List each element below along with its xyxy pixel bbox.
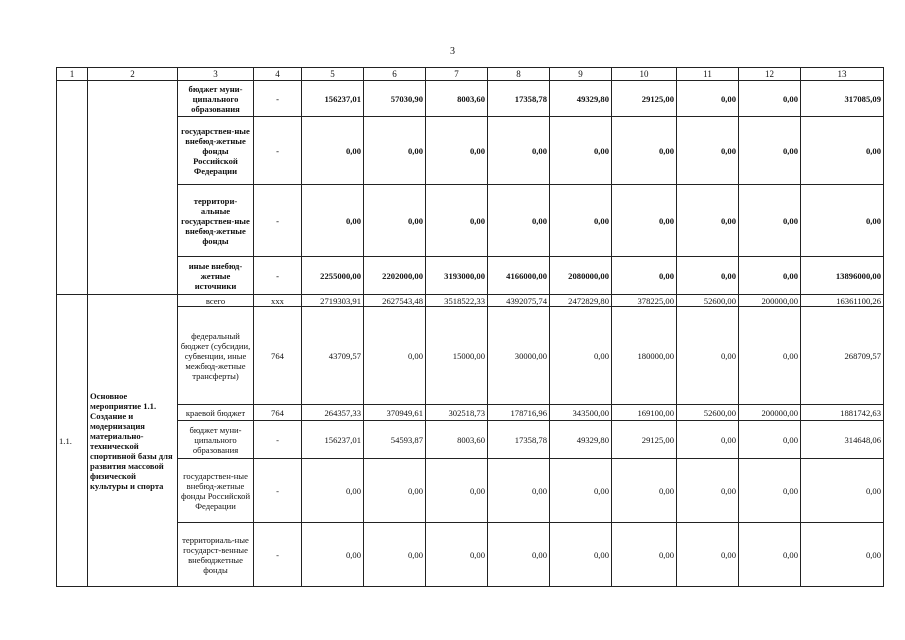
funding-source: территориаль-ные государст-венные внебюджетные фонды <box>178 523 254 587</box>
value-cell: 0,00 <box>801 523 884 587</box>
table-row <box>57 295 884 307</box>
header-cell: 13 <box>801 68 884 81</box>
header-cell: 4 <box>254 68 302 81</box>
value-cell: 49329,80 <box>550 81 612 117</box>
value-cell: 0,00 <box>426 523 488 587</box>
value-cell: 0,00 <box>677 81 739 117</box>
value-cell: 3518522,33 <box>426 295 488 307</box>
value-cell: 370949,61 <box>364 405 426 421</box>
table-row <box>57 257 884 295</box>
value-cell: 0,00 <box>677 523 739 587</box>
value-cell: 52600,00 <box>677 295 739 307</box>
header-cell: 10 <box>612 68 677 81</box>
value-cell: 1881742,63 <box>801 405 884 421</box>
value-cell: 0,00 <box>801 117 884 185</box>
funding-source: бюджет муни-ципального образования <box>178 421 254 459</box>
funding-source: государствен-ные внебюд-жетные фонды Российской Федерации <box>178 117 254 185</box>
value-cell: 52600,00 <box>677 405 739 421</box>
value-cell: 180000,00 <box>612 307 677 405</box>
header-cell: 6 <box>364 68 426 81</box>
value-cell: 0,00 <box>677 257 739 295</box>
value-cell: 16361100,26 <box>801 295 884 307</box>
value-cell: 0,00 <box>302 117 364 185</box>
value-cell: 15000,00 <box>426 307 488 405</box>
value-cell: 17358,78 <box>488 81 550 117</box>
value-cell: 0,00 <box>364 459 426 523</box>
value-cell: 0,00 <box>612 459 677 523</box>
funding-source: федеральный бюджет (субсидии, субвенции, иные межбюд-жетные трансферты) <box>178 307 254 405</box>
funding-source: краевой бюджет <box>178 405 254 421</box>
value-cell: 0,00 <box>302 523 364 587</box>
code-cell: - <box>254 185 302 257</box>
value-cell: 0,00 <box>739 117 801 185</box>
value-cell: 268709,57 <box>801 307 884 405</box>
measure-index: 1.1. <box>57 295 88 587</box>
value-cell: 0,00 <box>302 185 364 257</box>
value-cell: 0,00 <box>426 117 488 185</box>
value-cell: 0,00 <box>426 185 488 257</box>
value-cell: 0,00 <box>364 185 426 257</box>
value-cell: 156237,01 <box>302 421 364 459</box>
value-cell: 57030,90 <box>364 81 426 117</box>
value-cell: 4392075,74 <box>488 295 550 307</box>
table-row <box>57 117 884 185</box>
value-cell: 0,00 <box>739 307 801 405</box>
value-cell: 0,00 <box>550 185 612 257</box>
empty-cell <box>88 81 178 295</box>
value-cell: 8003,60 <box>426 81 488 117</box>
value-cell: 156237,01 <box>302 81 364 117</box>
value-cell: 200000,00 <box>739 405 801 421</box>
value-cell: 54593,87 <box>364 421 426 459</box>
header-cell: 1 <box>57 68 88 81</box>
table-row <box>57 405 884 421</box>
header-cell: 5 <box>302 68 364 81</box>
header-cell: 3 <box>178 68 254 81</box>
table-row <box>57 307 884 405</box>
value-cell: 0,00 <box>488 459 550 523</box>
table-row <box>57 421 884 459</box>
value-cell: 3193000,00 <box>426 257 488 295</box>
funding-source: иные внебюд-жетные источники <box>178 257 254 295</box>
value-cell: 0,00 <box>677 459 739 523</box>
code-cell: ххх <box>254 295 302 307</box>
value-cell: 0,00 <box>739 257 801 295</box>
value-cell: 0,00 <box>677 421 739 459</box>
value-cell: 0,00 <box>677 185 739 257</box>
table-row <box>57 185 884 257</box>
value-cell: 0,00 <box>612 117 677 185</box>
value-cell: 0,00 <box>612 185 677 257</box>
code-cell: - <box>254 421 302 459</box>
value-cell: 49329,80 <box>550 421 612 459</box>
value-cell: 0,00 <box>364 117 426 185</box>
code-cell: 764 <box>254 405 302 421</box>
value-cell: 0,00 <box>739 81 801 117</box>
value-cell: 317085,09 <box>801 81 884 117</box>
value-cell: 0,00 <box>488 185 550 257</box>
value-cell: 0,00 <box>426 459 488 523</box>
value-cell: 0,00 <box>801 185 884 257</box>
code-cell: - <box>254 459 302 523</box>
value-cell: 2472829,80 <box>550 295 612 307</box>
table-row <box>57 523 884 587</box>
header-row <box>57 68 884 81</box>
value-cell: 0,00 <box>739 523 801 587</box>
code-cell: - <box>254 81 302 117</box>
value-cell: 0,00 <box>488 117 550 185</box>
value-cell: 43709,57 <box>302 307 364 405</box>
value-cell: 29125,00 <box>612 421 677 459</box>
table-row <box>57 459 884 523</box>
funding-source: государствен-ные внебюд-жетные фонды Российской Федерации <box>178 459 254 523</box>
value-cell: 378225,00 <box>612 295 677 307</box>
value-cell: 0,00 <box>488 523 550 587</box>
value-cell: 2080000,00 <box>550 257 612 295</box>
value-cell: 30000,00 <box>488 307 550 405</box>
value-cell: 0,00 <box>550 523 612 587</box>
value-cell: 2627543,48 <box>364 295 426 307</box>
header-cell: 2 <box>88 68 178 81</box>
value-cell: 0,00 <box>739 421 801 459</box>
value-cell: 169100,00 <box>612 405 677 421</box>
table-row <box>57 81 884 117</box>
value-cell: 4166000,00 <box>488 257 550 295</box>
header-cell: 8 <box>488 68 550 81</box>
page-number: 3 <box>450 46 455 57</box>
value-cell: 2255000,00 <box>302 257 364 295</box>
budget-table <box>56 67 884 587</box>
empty-cell <box>57 81 88 295</box>
value-cell: 302518,73 <box>426 405 488 421</box>
value-cell: 0,00 <box>550 459 612 523</box>
funding-source: всего <box>178 295 254 307</box>
code-cell: - <box>254 117 302 185</box>
value-cell: 200000,00 <box>739 295 801 307</box>
value-cell: 0,00 <box>550 307 612 405</box>
code-cell: - <box>254 523 302 587</box>
value-cell: 8003,60 <box>426 421 488 459</box>
code-cell: 764 <box>254 307 302 405</box>
value-cell: 29125,00 <box>612 81 677 117</box>
value-cell: 2202000,00 <box>364 257 426 295</box>
value-cell: 17358,78 <box>488 421 550 459</box>
value-cell: 2719303,91 <box>302 295 364 307</box>
value-cell: 0,00 <box>677 307 739 405</box>
value-cell: 0,00 <box>612 523 677 587</box>
value-cell: 314648,06 <box>801 421 884 459</box>
measure-name: Основное мероприятие 1.1. Создание и модернизация материально-технической спортивной базы для развития массовой физической культуры и спорта <box>88 295 178 587</box>
funding-source: территори-альные государствен-ные внебюд-жетные фонды <box>178 185 254 257</box>
value-cell: 13896000,00 <box>801 257 884 295</box>
value-cell: 0,00 <box>739 185 801 257</box>
funding-source: бюджет муни-ципального образования <box>178 81 254 117</box>
value-cell: 0,00 <box>677 117 739 185</box>
value-cell: 0,00 <box>612 257 677 295</box>
code-cell: - <box>254 257 302 295</box>
header-cell: 11 <box>677 68 739 81</box>
value-cell: 0,00 <box>739 459 801 523</box>
value-cell: 264357,33 <box>302 405 364 421</box>
value-cell: 343500,00 <box>550 405 612 421</box>
value-cell: 0,00 <box>302 459 364 523</box>
header-cell: 12 <box>739 68 801 81</box>
value-cell: 0,00 <box>801 459 884 523</box>
value-cell: 0,00 <box>550 117 612 185</box>
value-cell: 0,00 <box>364 307 426 405</box>
value-cell: 178716,96 <box>488 405 550 421</box>
header-cell: 9 <box>550 68 612 81</box>
value-cell: 0,00 <box>364 523 426 587</box>
header-cell: 7 <box>426 68 488 81</box>
